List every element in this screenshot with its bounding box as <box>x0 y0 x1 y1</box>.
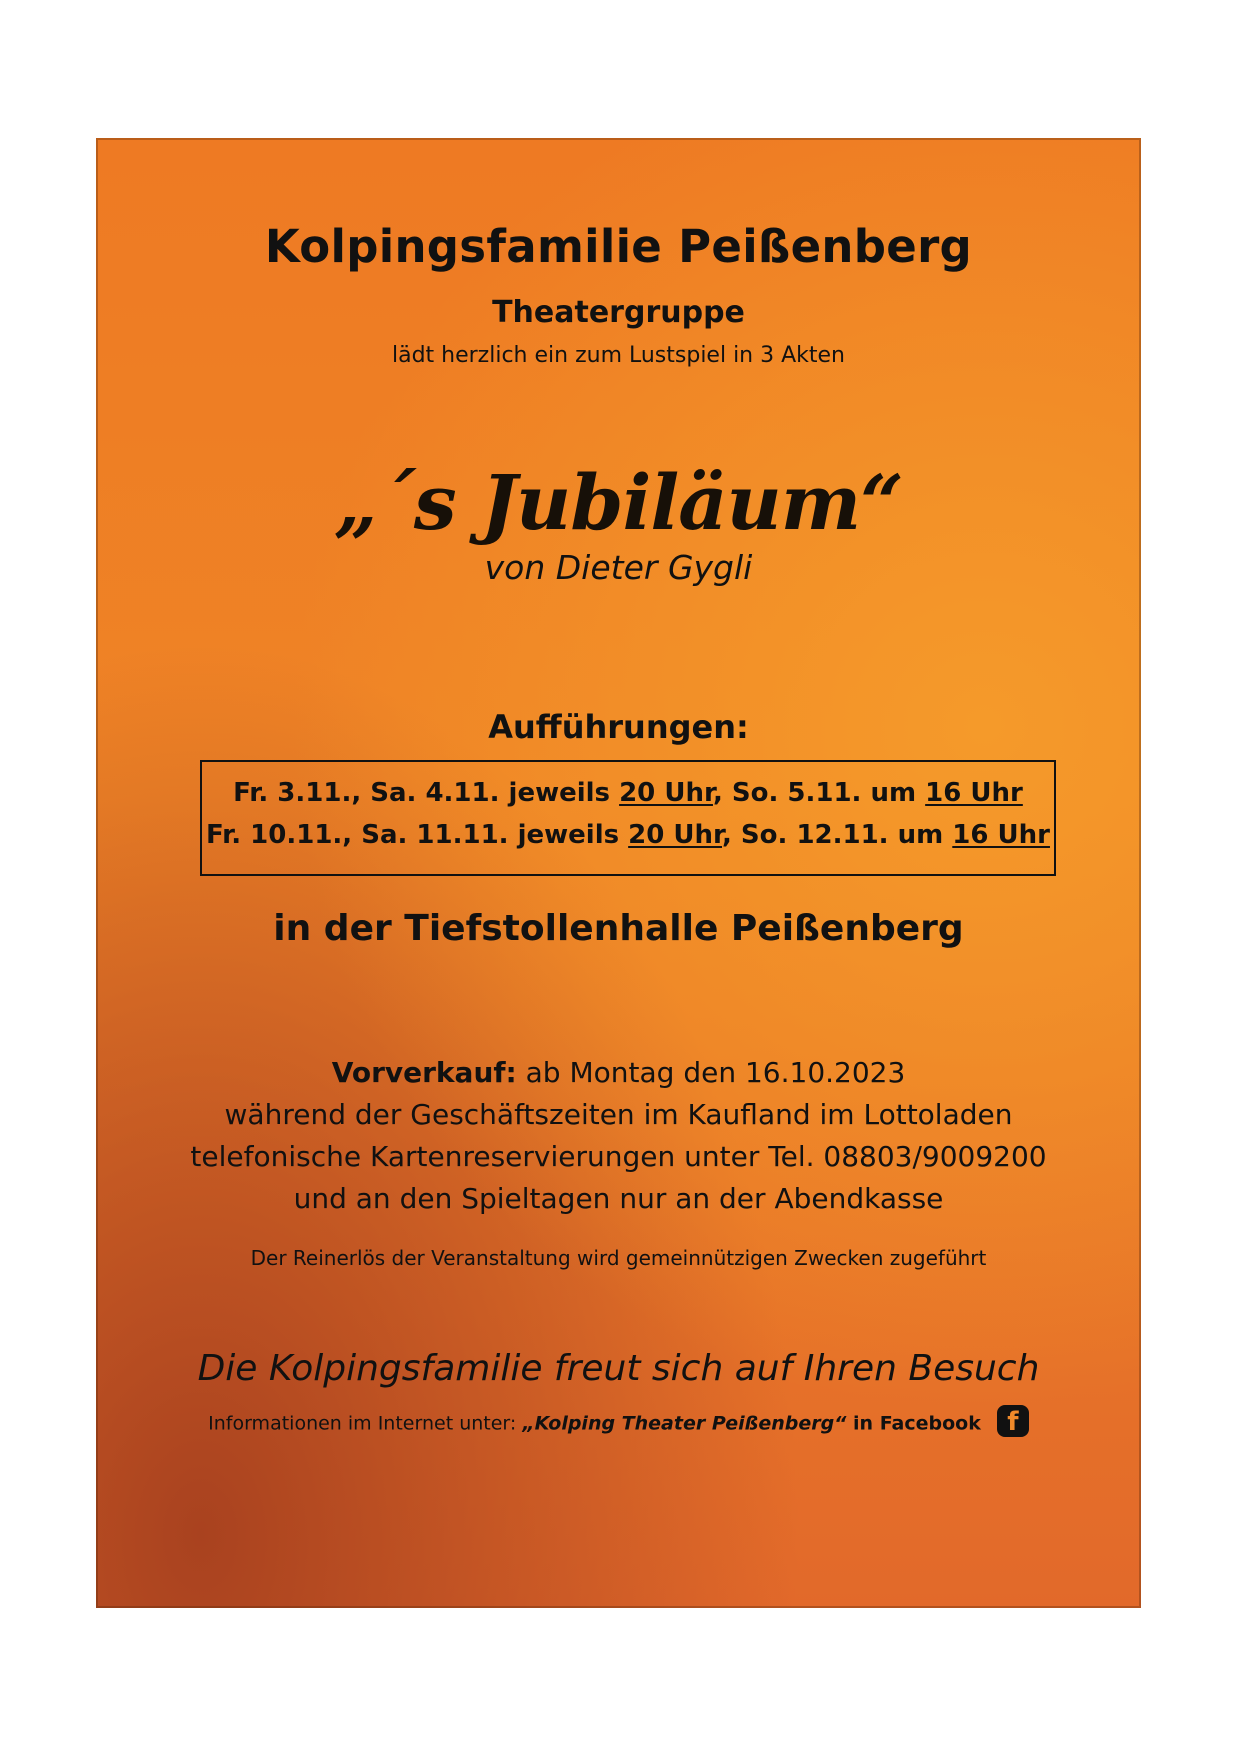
dates-line-2-time-evening: 20 Uhr <box>628 820 722 850</box>
dates-line-2-part-a: Fr. 10.11., Sa. 11.11. jeweils <box>206 820 629 850</box>
dates-line-2-time-afternoon: 16 Uhr <box>952 820 1050 850</box>
presale-label: Vorverkauf: <box>331 1056 517 1089</box>
dates-line-1-time-afternoon: 16 Uhr <box>925 778 1023 808</box>
facebook-page-name: „Kolping Theater Peißenberg“ <box>522 1412 847 1435</box>
closing-text: Die Kolpingsfamilie freut sich auf Ihren Besuch <box>197 1348 1040 1389</box>
info-prefix: Informationen im Internet unter: <box>208 1412 523 1435</box>
group-subheading: Theatergruppe <box>492 295 745 330</box>
performances-heading: Aufführungen: <box>488 708 749 746</box>
poster <box>96 138 1141 1608</box>
presale-line-2: während der Geschäftszeiten im Kaufland im Lottoladen <box>224 1098 1013 1131</box>
info-suffix: in Facebook <box>846 1412 981 1435</box>
presale-start: ab Montag den 16.10.2023 <box>516 1056 906 1089</box>
dates-line-1-part-b: , So. 5.11. um <box>712 778 926 808</box>
invitation-text: lädt herzlich ein zum Lustspiel in 3 Akten <box>391 343 846 368</box>
presale-line-1 <box>96 1056 1141 1089</box>
organizer-heading: Kolpingsfamilie Peißenberg <box>264 220 973 273</box>
charity-note: Der Reinerlös der Veranstaltung wird gemeinnützigen Zwecken zugeführt <box>250 1246 987 1270</box>
dates-line-2-part-b: , So. 12.11. um <box>722 820 953 850</box>
dates-line-1 <box>202 778 1054 808</box>
venue-text: in der Tiefstollenhalle Peißenberg <box>273 908 964 949</box>
dates-line-2 <box>202 820 1054 850</box>
presale-line-3: telefonische Kartenreservierungen unter Tel. 08803/9009200 <box>190 1140 1047 1173</box>
info-line <box>96 1408 1141 1440</box>
play-author: von Dieter Gygli <box>484 548 753 587</box>
dates-line-1-time-evening: 20 Uhr <box>619 778 713 808</box>
facebook-icon: f <box>997 1405 1029 1437</box>
play-title: „´s Jubiläum“ <box>334 458 903 547</box>
dates-line-1-part-a: Fr. 3.11., Sa. 4.11. jeweils <box>233 778 620 808</box>
performance-dates-box <box>200 760 1056 876</box>
presale-line-4: und an den Spieltagen nur an der Abendkasse <box>293 1182 944 1215</box>
